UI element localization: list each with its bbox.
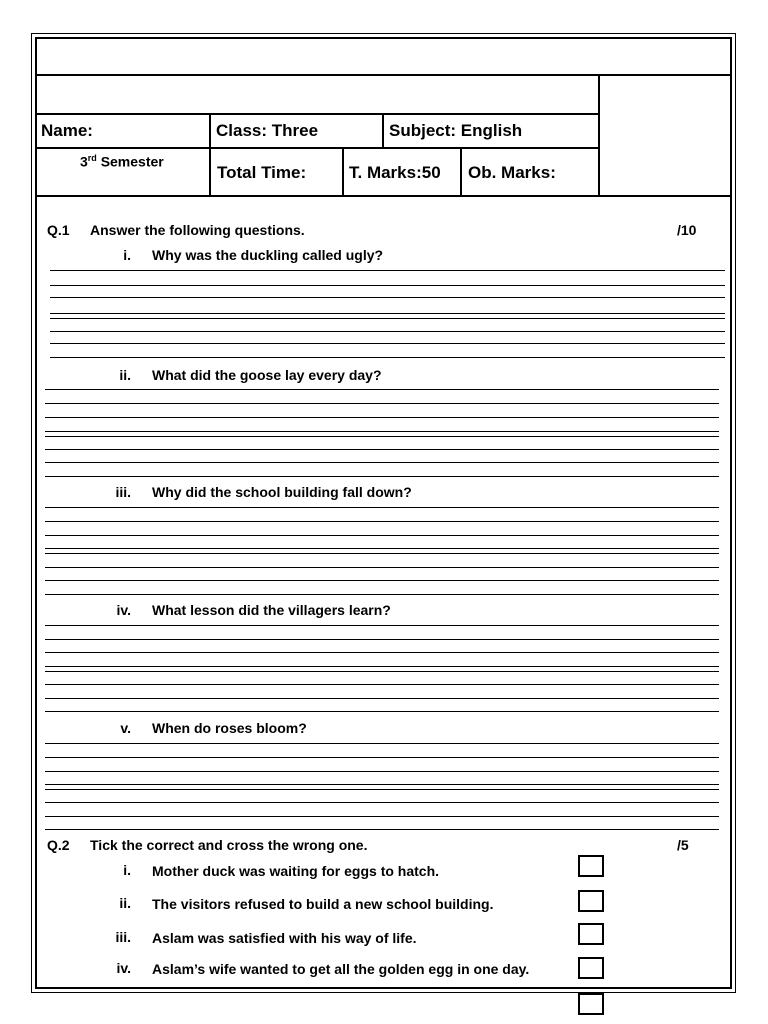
q2-marks: /5 xyxy=(677,837,689,853)
header-row-line-1 xyxy=(35,113,600,115)
q1-question-text: When do roses bloom? xyxy=(152,720,307,736)
q1-marks: /10 xyxy=(677,222,697,238)
answer-line xyxy=(50,285,725,286)
q1-instruction: Answer the following questions. xyxy=(90,222,305,238)
q2-statement-text: Aslam was satisfied with his way of life. xyxy=(152,930,417,946)
class-label: Class: Three xyxy=(216,121,319,140)
header-col-divider-2 xyxy=(382,113,384,149)
answer-line xyxy=(50,343,725,344)
q1-question-text: What did the goose lay every day? xyxy=(152,367,382,383)
semester-word: Semester xyxy=(100,153,164,170)
header-right-divider xyxy=(598,74,600,197)
header-row-line-2 xyxy=(35,147,600,149)
header-top-line xyxy=(35,74,732,76)
answer-line xyxy=(45,802,719,803)
subject-label: Subject: English xyxy=(389,121,523,140)
answer-line xyxy=(45,684,719,685)
answer-checkbox[interactable] xyxy=(578,890,604,912)
answer-line xyxy=(45,743,719,744)
header-col-divider-4 xyxy=(460,147,462,197)
answer-line xyxy=(50,357,725,358)
answer-line xyxy=(45,789,719,790)
answer-line xyxy=(45,594,719,595)
answer-line xyxy=(45,666,719,667)
answer-line xyxy=(45,449,719,450)
q2-item-numeral: iii. xyxy=(115,929,131,945)
total-time-label: Total Time: xyxy=(217,163,307,182)
name-field-label: Name: xyxy=(41,121,93,140)
answer-line xyxy=(45,580,719,581)
q1-question-text: What lesson did the villagers learn? xyxy=(152,602,391,618)
q2-item-numeral: ii. xyxy=(119,895,131,911)
q2-statement-text: Aslam’s wife wanted to get all the golden egg in one day. xyxy=(152,961,530,977)
answer-line xyxy=(45,816,719,817)
answer-line xyxy=(45,521,719,522)
answer-line xyxy=(50,297,725,298)
answer-line xyxy=(45,652,719,653)
answer-line xyxy=(45,784,719,785)
answer-line xyxy=(45,476,719,477)
q2-number: Q.2 xyxy=(47,837,70,853)
answer-line xyxy=(45,548,719,549)
header-col-divider-1 xyxy=(209,113,211,197)
answer-line xyxy=(45,389,719,390)
answer-line xyxy=(45,711,719,712)
q2-statement-text: Mother duck was waiting for eggs to hatch. xyxy=(152,863,440,879)
answer-line xyxy=(45,417,719,418)
q1-item-numeral: v. xyxy=(120,720,131,736)
answer-line xyxy=(45,698,719,699)
q2-instruction: Tick the correct and cross the wrong one. xyxy=(90,837,368,853)
answer-checkbox[interactable] xyxy=(578,855,604,877)
answer-checkbox[interactable] xyxy=(578,923,604,945)
answer-line xyxy=(45,639,719,640)
answer-line xyxy=(45,671,719,672)
q1-item-numeral: iv. xyxy=(116,602,131,618)
q1-number: Q.1 xyxy=(47,222,70,238)
answer-line xyxy=(45,567,719,568)
answer-checkbox[interactable] xyxy=(578,957,604,979)
answer-line xyxy=(50,270,725,271)
answer-line xyxy=(45,771,719,772)
answer-checkbox[interactable] xyxy=(578,993,604,1015)
answer-line xyxy=(45,553,719,554)
semester-suffix: rd xyxy=(87,153,97,163)
answer-line xyxy=(45,403,719,404)
answer-line xyxy=(45,462,719,463)
q1-question-text: Why did the school building fall down? xyxy=(152,484,412,500)
q1-item-numeral: i. xyxy=(123,247,131,263)
answer-line xyxy=(50,331,725,332)
answer-line xyxy=(45,757,719,758)
semester-label xyxy=(80,153,164,170)
answer-line xyxy=(45,625,719,626)
answer-line xyxy=(50,313,725,314)
q1-question-text: Why was the duckling called ugly? xyxy=(152,247,384,263)
answer-line xyxy=(45,436,719,437)
answer-line xyxy=(45,535,719,536)
q1-item-numeral: ii. xyxy=(119,367,131,383)
answer-line xyxy=(50,318,725,319)
answer-line xyxy=(45,431,719,432)
q2-item-numeral: i. xyxy=(123,862,131,878)
q1-item-numeral: iii. xyxy=(115,484,131,500)
obtained-marks-label: Ob. Marks: xyxy=(468,163,556,182)
header-bottom-line xyxy=(35,195,732,197)
answer-line xyxy=(45,507,719,508)
answer-line xyxy=(45,829,719,830)
q2-statement-text: The visitors refused to build a new school building. xyxy=(152,896,494,912)
semester-number: 3 xyxy=(80,153,88,170)
total-marks-label: T. Marks:50 xyxy=(349,163,441,182)
q2-item-numeral: iv. xyxy=(116,960,131,976)
header-col-divider-3 xyxy=(342,147,344,197)
